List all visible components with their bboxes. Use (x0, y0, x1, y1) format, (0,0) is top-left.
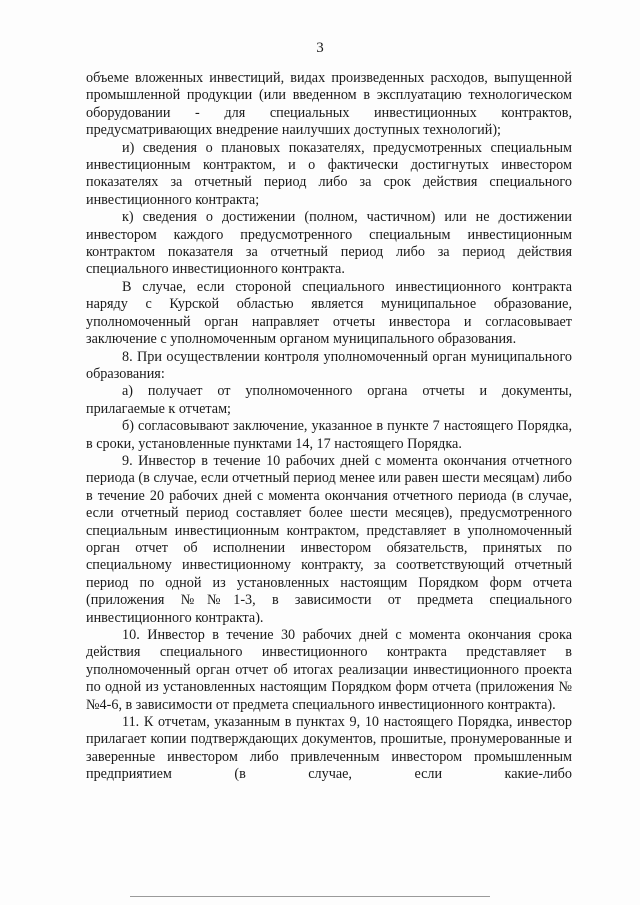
paragraph-item-k: к) сведения о достижении (полном, частичном) или не достижении инвестором каждого предусмотренного специальным инвестиционным контрактом показателя за отчетный период либо за период действия специального инвестиционного контракта. (86, 209, 572, 278)
paragraph-clause-8: 8. При осуществлении контроля уполномоченный орган муниципального образования: (86, 348, 572, 382)
page-number: 3 (316, 40, 324, 56)
paragraph-clause-9: 9. Инвестор в течение 10 рабочих дней с момента окончания отчетного периода (в случае, если отчетный период менее или равен шести месяцам) либо в течение 20 рабочих дней с момента окончания отчетного периода (в случае, если отчетный период составляет более шести месяцев), предусмотренного специальным инвестиционным контрактом, представляет в уполномоченный орган отчет об исполнении инвестором обязательств, принятых по специальному инвестиционному контракту, за соответствующий отчетный период по одной из установленных настоящим Порядком форм отчета (приложения №№1-3, в зависимости от предмета специального инвестиционного контракта). (86, 452, 572, 626)
paragraph-municipal: В случае, если стороной специального инвестиционного контракта наряду с Курской областью является муниципальное образование, уполномоченный орган направляет отчеты инвестора и согласовывает заключение с уполномоченным органом муниципального образования. (86, 278, 572, 348)
paragraph-continuation: объеме вложенных инвестиций, видах произведенных расходов, выпущенной промышленной продукции (или введенном в эксплуатацию технологическом оборудовании - для специальных инвестиционных контрактов, предусматривающих внедрение наилучших доступных технологий); (86, 70, 572, 139)
paragraph-clause-11: 11. К отчетам, указанным в пунктах 9, 10 настоящего Порядка, инвестор прилагает копии подтверждающих документов, прошитые, пронумерованные и заверенные инвестором либо привлеченным инвестором промышленным предприятием (в случае, если какие-либо (86, 714, 572, 783)
page-bottom-rule (130, 896, 490, 897)
paragraph-clause-8a: а) получает от уполномоченного органа отчеты и документы, прилагаемые к отчетам; (86, 383, 572, 417)
paragraph-clause-10: 10. Инвестор в течение 30 рабочих дней с момента окончания срока действия специального инвестиционного контракта представляет в уполномоченный орган отчет об итогах реализации инвестиционного проекта по одной из установленных настоящим Порядком форм отчета (приложения №№4-6, в зависимости от предмета специального инвестиционного контракта). (86, 627, 572, 713)
paragraph-clause-8b: б) согласовывают заключение, указанное в пункте 7 настоящего Порядка, в сроки, установленные пунктами 14, 17 настоящего Порядка. (86, 418, 572, 452)
paragraph-item-i: и) сведения о плановых показателях, предусмотренных специальным инвестиционным контрактом, и о фактически достигнутых инвестором показателях за отчетный период либо за срок действия специального инвестиционного контракта; (86, 139, 572, 208)
document-body (86, 70, 572, 784)
